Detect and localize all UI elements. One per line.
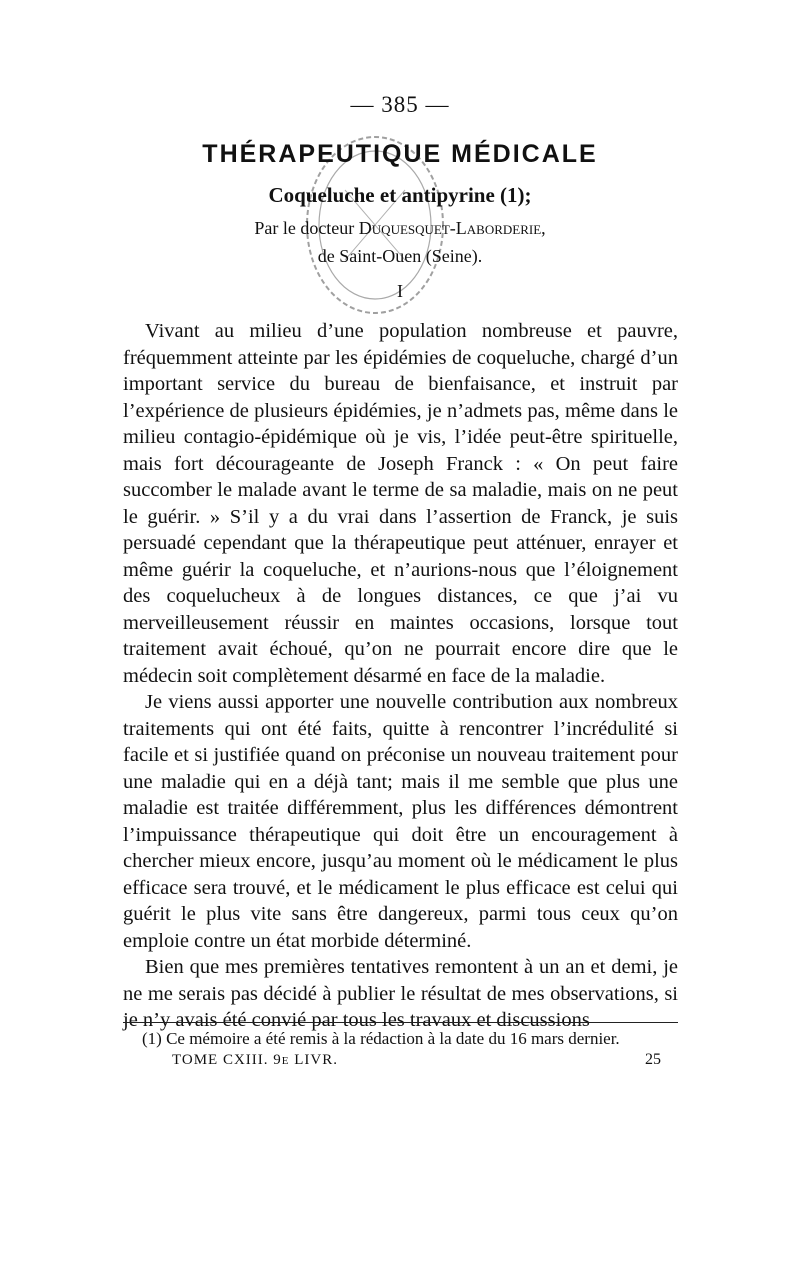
footnote: (1) Ce mémoire a été remis à la rédaction à la date du 16 mars dernier. [142,1029,620,1048]
paragraph: Vivant au milieu d’une population nombreuse et pauvre, fréquemment atteinte par les épidémies de coqueluche, chargé d’un important service du bureau de bienfaisance, et instruit par l’expérience de plusieurs épidémies, je n’admets pas, même dans le milieu contagio-épidémique où je vis, l’idée peut-être spirituelle, mais fort décourageante de Joseph Franck : « On peut faire succomber le malade avant le terme de sa maladie, mais on ne peut le guérir. » S’il y a du vrai dans l’assertion de Franck, je suis persuadé cependant que la thérapeutique peut atténuer, enrayer et même guérir la coqueluche, et n’aurions-nous que l’éloignement des coquelucheux à de longues distances, ce que j’ai vu merveilleusement réussir en maintes occasions, lorsque tout traitement avait échoué, qu’on ne pourrait encore dire que le médecin soit complètement désarmé en face de la maladie. [123,320,678,687]
signature-mark: 25 [645,1051,661,1068]
volume-info: TOME CXIII. 9e LIVR. [172,1052,339,1068]
article-body [123,318,678,1034]
article-title: Coqueluche et antipyrine (1); [268,183,532,207]
section-numeral: I [397,281,403,301]
author-prefix: Par le docteur [254,218,359,238]
section-title: THÉRAPEUTIQUE MÉDICALE [202,140,598,168]
page-number: — 385 — [350,92,450,117]
author-place: de Saint-Ouen (Seine). [317,246,483,266]
paragraph: Bien que mes premières tentatives remontent à un an et demi, je ne me serais pas décidé à publier le résultat de mes observations, si je n’y avais été convié par tous les travaux et discussions [123,956,678,1031]
author-name: Duquesquet-Laborderie, [358,218,546,238]
footnote-divider [123,1022,678,1023]
author-line [0,218,800,239]
paragraph: Je viens aussi apporter une nouvelle contribution aux nombreux traitements qui ont été faits, quitte à rencontrer l’incrédulité si facile et si justifiée quand on préconise un nouveau traitement pour une maladie qui en a déjà tant; mais il me semble que plus une maladie est traitée différemment, plus les différences démontrent l’impuissance thérapeutique qui doit être un encouragement à chercher mieux encore, jusqu’au moment où le médicament le plus efficace sera trouvé, et le médicament le plus efficace est celui qui guérit le plus vite sans être dangereux, parmi tous ceux qu’on emploie contre un état morbide déterminé. [123,691,678,952]
